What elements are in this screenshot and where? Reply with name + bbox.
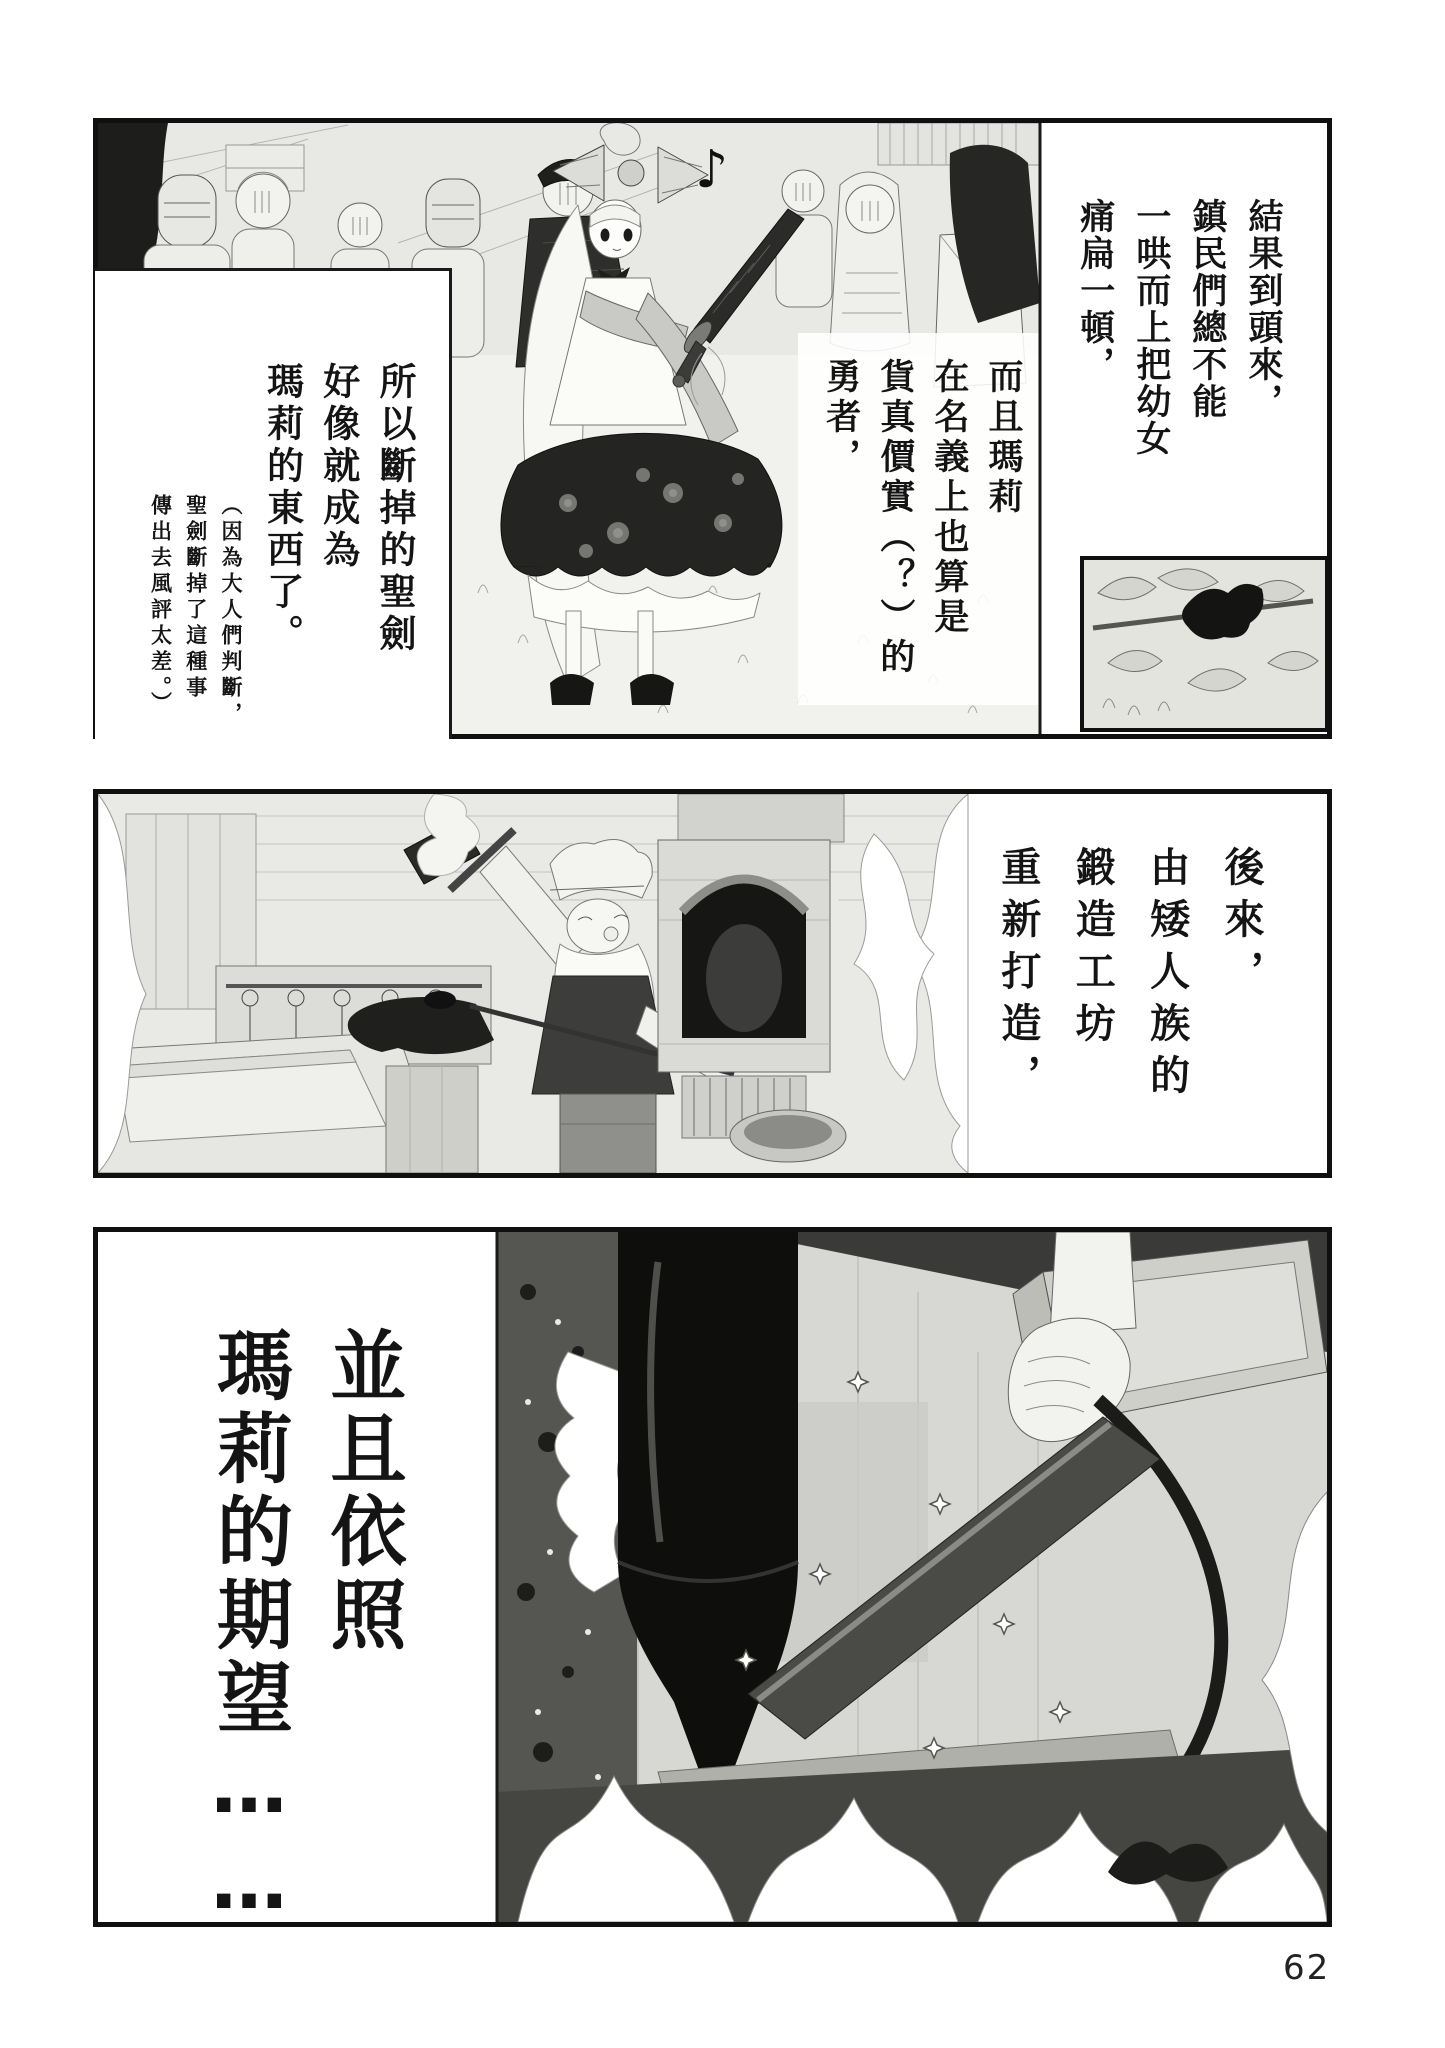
narration-col: 由矮人族的 [1143,846,1190,1106]
eye-left [601,229,610,242]
quench-water [744,1115,832,1149]
narration-col: 痛扁一頓， [1074,198,1115,383]
face [567,899,629,953]
narration-col: 在名義上也算是 [928,358,969,638]
narration-top-footnote [149,494,242,728]
narration-col: 鍛造工坊 [1069,846,1116,1054]
narration-col: 重新打造， [994,846,1041,1106]
narration-col: 結果到頭來， [1243,198,1283,420]
narration-col: 勇者， [820,358,861,478]
hot-workpiece [424,991,456,1009]
eye-right [624,229,633,242]
narration-col: 好像就成為 [316,362,360,572]
narration-col: 並且依照 [318,1326,407,1658]
music-note-icon: ♪ [695,140,729,200]
narration-col: 一哄而上把幼女 [1130,198,1171,457]
plants-subpanel [1082,558,1327,730]
narration-col: 貨真價實（？）的 [874,358,915,678]
pommel [673,375,685,387]
narration-col: 傳出去風評太差。） [148,494,173,718]
narration-col: 瑪莉的東西了。 [260,362,304,656]
furnace-glow [706,924,782,1032]
apron [560,1094,656,1173]
narration-forge [996,846,1262,1106]
narration-col: 所以斷掉的聖劍 [373,362,416,656]
narration-col: 鎮民們總不能 [1186,198,1227,420]
floral-skirt [501,433,782,576]
narration-reforging [204,1326,407,1933]
nose [604,927,618,941]
page-number: 62 [1283,1948,1331,1988]
narration-top-mid [822,358,1021,678]
narration-top-right [1076,198,1281,457]
narration-top-left [262,362,414,656]
narration-col: 瑪莉的期望…… [204,1326,294,1933]
narration-col: （因為大人們判斷， [219,494,243,728]
narration-col: 而且瑪莉 [983,358,1023,518]
townswoman-long-hair [830,172,910,351]
narration-col: 聖劍斷掉了這種事 [183,494,208,702]
narration-col: 後來， [1218,846,1264,1002]
